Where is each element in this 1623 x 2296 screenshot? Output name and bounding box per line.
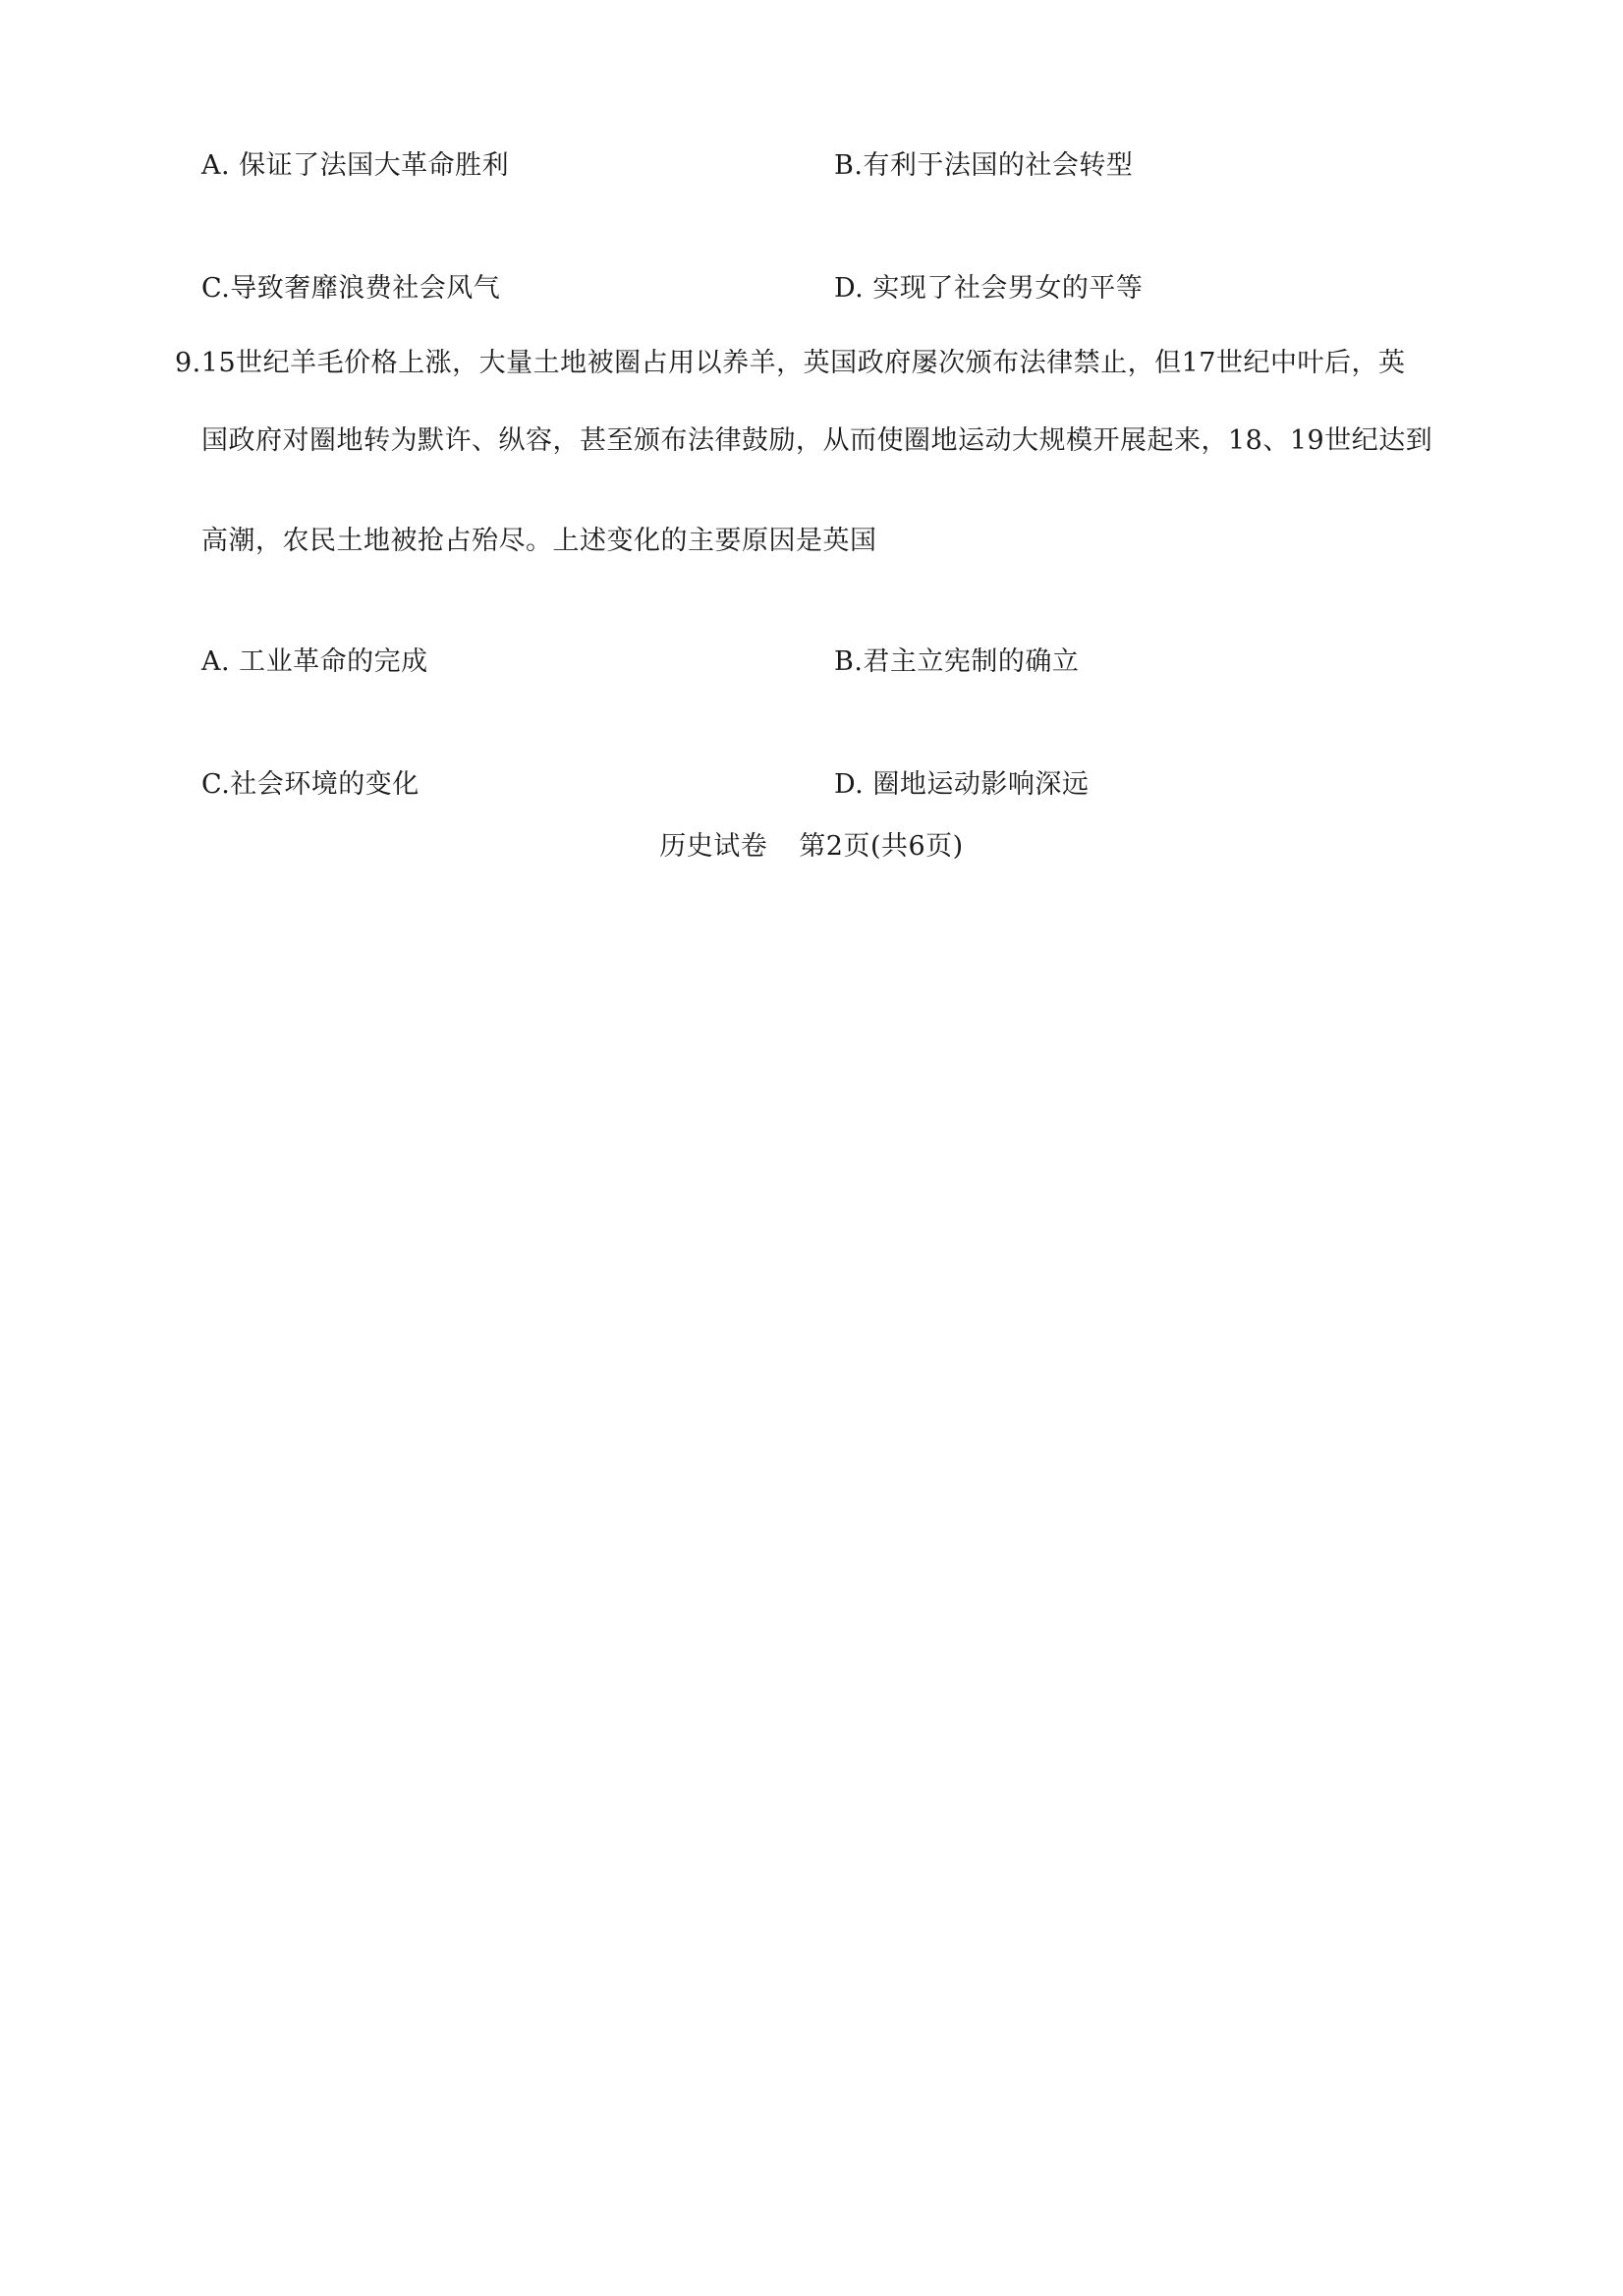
q9-option-a: A. 工业革命的完成 (201, 646, 428, 677)
q8-option-c: C.导致奢靡浪费社会风气 (201, 273, 501, 304)
q9-option-c: C.社会环境的变化 (201, 769, 420, 800)
q8-option-a: A. 保证了法国大革命胜利 (201, 150, 510, 181)
q8-option-b: B.有利于法国的社会转型 (834, 150, 1134, 181)
q9-stem-line-2: 国政府对圈地转为默许、纵容，甚至颁布法律鼓励，从而使圈地运动大规模开展起来，18、19世纪达到 (201, 425, 1433, 456)
q9-stem-line-3: 高潮，农民土地被抢占殆尽。上述变化的主要原因是英国 (201, 526, 877, 556)
page-footer (0, 830, 1623, 864)
q8-option-d: D. 实现了社会男女的平等 (834, 273, 1144, 304)
footer-page-number: 第2页(共6页) (799, 831, 964, 862)
footer-subject: 历史试卷 (659, 831, 768, 862)
q9-option-d: D. 圈地运动影响深远 (834, 769, 1090, 800)
q9-stem-line-1: 9.15世纪羊毛价格上涨，大量土地被圈占用以养羊，英国政府屡次颁布法律禁止，但17世纪中叶后，英 (175, 348, 1406, 378)
q9-option-b: B.君主立宪制的确立 (834, 646, 1080, 677)
